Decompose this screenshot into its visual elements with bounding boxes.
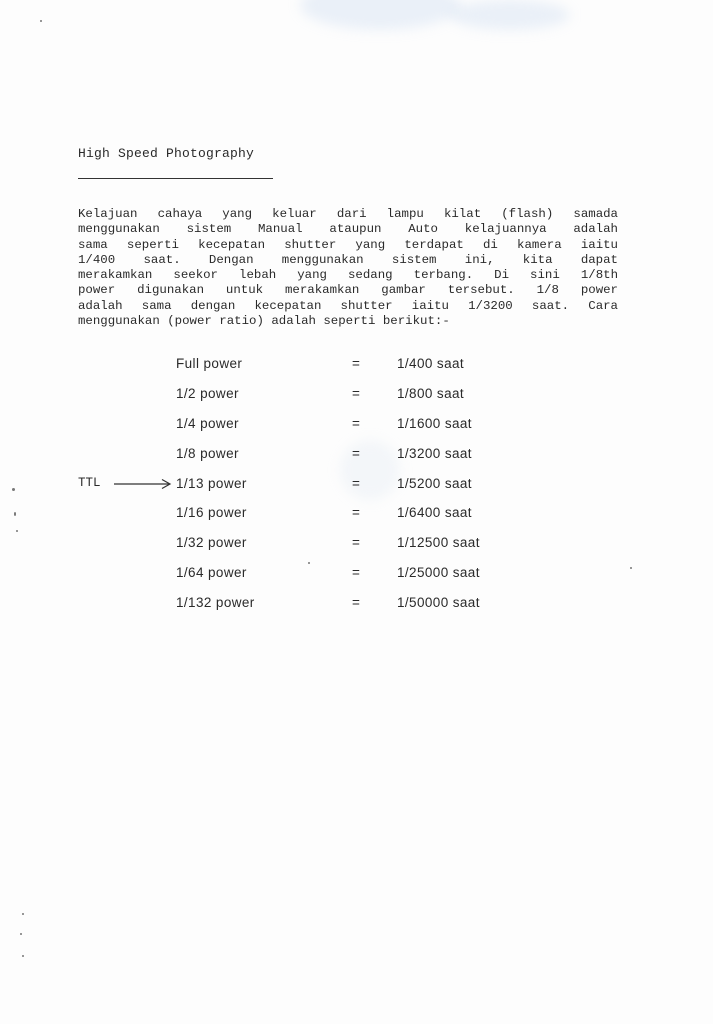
- power-level: 1/4 power: [176, 415, 239, 431]
- paper-speck: [630, 567, 632, 569]
- table-row: [0, 531, 713, 561]
- shutter-speed: 1/1600 saat: [397, 415, 472, 431]
- ttl-marker: [78, 476, 178, 492]
- shutter-speed: 1/12500 saat: [397, 535, 480, 551]
- ttl-label: TTL: [78, 476, 101, 490]
- paragraph-line: power digunakan untuk merakamkan gambar tersebut. 1/8 power: [78, 283, 618, 298]
- shutter-speed: 1/25000 saat: [397, 565, 480, 581]
- power-level: 1/132 power: [176, 595, 255, 611]
- equals-sign: =: [352, 475, 361, 491]
- paper-speck: [16, 530, 18, 532]
- paper-speck: [14, 512, 16, 516]
- table-row: [0, 561, 713, 591]
- equals-sign: =: [352, 385, 361, 401]
- paragraph-line: adalah sama dengan kecepatan shutter iaitu 1/3200 saat. Cara: [78, 298, 618, 313]
- paragraph-line: menggunakan sistem Manual ataupun Auto kelajuannya adalah: [78, 222, 618, 237]
- right-arrow-icon: [114, 478, 174, 490]
- paragraph-line: Kelajuan cahaya yang keluar dari lampu kilat (flash) samada: [78, 207, 618, 221]
- power-level: Full power: [176, 356, 243, 371]
- table-row: [0, 412, 713, 442]
- table-row: [0, 442, 713, 472]
- paper-speck: [22, 955, 24, 957]
- table-row: [0, 501, 713, 531]
- paper-speck: [308, 562, 310, 564]
- table-row: [0, 591, 713, 621]
- paragraph-line: 1/400 saat. Dengan menggunakan sistem ini, kita dapat: [78, 252, 618, 267]
- shutter-speed: 1/5200 saat: [397, 475, 472, 491]
- equals-sign: =: [352, 505, 361, 521]
- paper-speck: [40, 20, 42, 22]
- paragraph-line: sama seperti kecepatan shutter yang terdapat di kamera iaitu: [78, 237, 618, 252]
- paper-speck: [20, 933, 22, 935]
- equals-sign: =: [352, 445, 361, 461]
- title-underline: [78, 178, 273, 179]
- shutter-speed: 1/6400 saat: [397, 505, 472, 521]
- power-level: 1/32 power: [176, 535, 247, 551]
- paper-stain: [300, 0, 460, 30]
- table-row: [0, 352, 713, 382]
- equals-sign: =: [352, 356, 361, 371]
- paper-speck: [22, 913, 24, 915]
- paragraph-line: merakamkan seekor lebah yang sedang terbang. Di sini 1/8th: [78, 268, 618, 283]
- power-level: 1/8 power: [176, 445, 239, 461]
- power-level: 1/16 power: [176, 505, 247, 521]
- document-title: High Speed Photography: [78, 146, 255, 161]
- equals-sign: =: [352, 565, 361, 581]
- equals-sign: =: [352, 535, 361, 551]
- shutter-speed: 1/3200 saat: [397, 445, 472, 461]
- shutter-speed: 1/50000 saat: [397, 595, 480, 611]
- paper-speck: [12, 488, 15, 491]
- power-level: 1/13 power: [176, 475, 247, 491]
- paper-stain: [450, 0, 570, 30]
- shutter-speed: 1/800 saat: [397, 385, 465, 401]
- body-paragraph: [78, 207, 618, 329]
- equals-sign: =: [352, 595, 361, 611]
- power-level: 1/64 power: [176, 565, 247, 581]
- table-row: [0, 382, 713, 412]
- equals-sign: =: [352, 415, 361, 431]
- shutter-speed: 1/400 saat: [397, 356, 465, 371]
- power-level: 1/2 power: [176, 385, 239, 401]
- paragraph-line: menggunakan (power ratio) adalah seperti berikut:-: [78, 314, 450, 329]
